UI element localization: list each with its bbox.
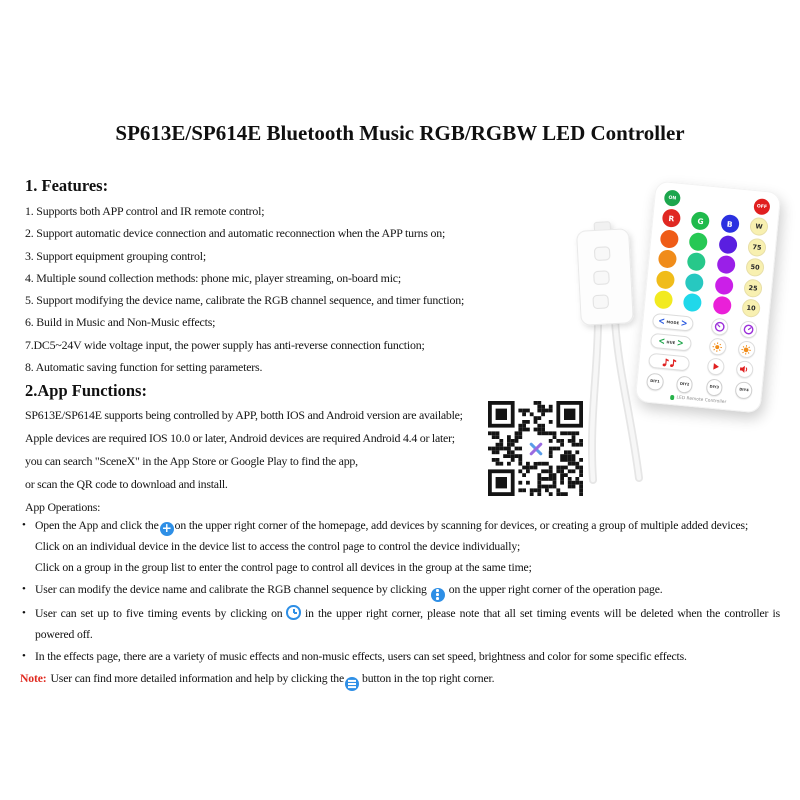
- play-icon: [706, 357, 725, 376]
- remote-color-button: B: [720, 214, 740, 234]
- app-functions-heading: 2.App Functions:: [25, 381, 147, 400]
- feature-item: 2. Support automatic device connection and automatic reconnection when the APP turns on;: [25, 226, 446, 241]
- plus-circle-icon: [160, 522, 174, 536]
- device-button: [593, 295, 609, 309]
- note-label: Note:: [20, 671, 47, 685]
- list-item-continuation: Click on a group in the group list to enter the control page to control all devices in the group at the same time;: [35, 561, 532, 574]
- remote-color-button: [656, 270, 676, 290]
- app-functions-paragraph: [25, 404, 485, 519]
- remote-color-button: 50: [745, 258, 765, 278]
- feature-item: 4. Multiple sound collection methods: phone mic, player streaming, on-board mic;: [25, 270, 401, 285]
- kebab-menu-icon: [431, 588, 445, 602]
- remote-color-button: 25: [743, 278, 763, 298]
- bullet-dot: [22, 579, 26, 600]
- remote-color-button: W: [749, 217, 769, 237]
- qr-code: [488, 401, 583, 496]
- chevron-left-icon: [658, 336, 666, 347]
- brand-icon: [670, 395, 675, 400]
- bullet-dot: [22, 515, 26, 536]
- note-line: [20, 668, 780, 691]
- chevron-left-icon: [658, 316, 666, 327]
- features-heading: 1. Features:: [25, 176, 109, 195]
- device-cables: [592, 320, 639, 480]
- feature-item: 8. Automatic saving function for setting parameters.: [25, 360, 263, 375]
- device-button: [594, 271, 610, 285]
- diy1-button: DIY1: [646, 373, 664, 391]
- remote-color-button: [683, 293, 703, 313]
- note-text: button in the top right corner.: [362, 671, 495, 685]
- feature-item: 5. Support modifying the device name, calibrate the RGB channel sequence, and timer function;: [25, 293, 465, 308]
- remote-controls: [648, 312, 759, 379]
- remote-color-button: [712, 296, 732, 316]
- menu-lines-icon: [345, 677, 359, 691]
- paragraph-line: or scan the QR code to download and install.: [25, 477, 228, 491]
- bullet-text: User can set up to five timing events by clicking on: [35, 606, 283, 620]
- remote-color-button: 10: [741, 298, 761, 318]
- features-list: [25, 200, 565, 378]
- feature-item: 3. Support equipment grouping control;: [25, 248, 206, 263]
- feature-item: 6. Build in Music and Non-Music effects;: [25, 315, 216, 330]
- speed-down-icon: [710, 317, 729, 336]
- paragraph-line: Apple devices are required IOS 10.0 or later, Android devices are required Android 4.4 or later;: [25, 431, 455, 445]
- remote-color-button: G: [691, 211, 711, 231]
- list-item: [20, 603, 780, 645]
- remote-color-button: [714, 275, 734, 295]
- bullet-dot: [22, 646, 26, 667]
- hue-button: < HUE >: [650, 332, 692, 351]
- remote-color-grid: [654, 208, 769, 318]
- list-item-continuation: Click on an individual device in the device list to access the control page to control the device individually;: [35, 540, 521, 553]
- remote-color-button: [685, 272, 705, 292]
- bullet-text: Open the App and click the: [35, 519, 159, 532]
- bullet-text: on the upper right corner of the operation page.: [448, 583, 663, 596]
- bullet-text: In the effects page, there are a variety of music effects and non-music effects, users can set speed, brightness and color for some specific effects.: [35, 649, 687, 663]
- brightness-up-icon: [737, 340, 756, 359]
- paragraph-line: SP613E/SP614E supports being controlled by APP, botth IOS and Android version are available;: [25, 408, 463, 422]
- paragraph-line: you can search "SceneX" in the App Store or Google Play to find the app,: [25, 454, 358, 468]
- diy3-button: DIY3: [705, 378, 723, 396]
- remote-color-button: [689, 232, 709, 252]
- feature-item: 1. Supports both APP control and IR remote control;: [25, 204, 265, 218]
- list-item: [20, 579, 780, 602]
- diy2-button: DIY2: [676, 375, 694, 393]
- remote-color-button: R: [662, 208, 682, 228]
- remote-color-button: [718, 234, 738, 254]
- brightness-down-icon: [708, 337, 727, 356]
- remote-color-button: 75: [747, 237, 767, 257]
- scenex-logo: [522, 435, 549, 462]
- chevron-right-icon: [676, 338, 684, 349]
- paragraph-line: App Operations:: [25, 500, 101, 514]
- remote-color-button: [654, 290, 674, 310]
- list-item: [20, 646, 780, 667]
- product-image: [545, 180, 800, 495]
- device-body: [576, 221, 633, 326]
- page-title: SP613E/SP614E Bluetooth Music RGB/RGBW LED Controller: [115, 121, 685, 145]
- remote-color-button: [658, 249, 678, 269]
- speed-up-icon: [739, 320, 758, 339]
- bullet-text: User can modify the device name and calibrate the RGB channel sequence by clicking: [35, 583, 427, 596]
- list-item: [20, 515, 780, 536]
- speaker-icon: [735, 360, 754, 379]
- note-text: User can find more detailed information and help by clicking the: [50, 671, 345, 685]
- remote-color-button: [660, 229, 680, 249]
- bullet-text: on the upper right corner of the homepage, add devices by scanning for devices, or creating a group of multiple added devices;: [174, 519, 749, 532]
- mode-button: < MODE >: [652, 313, 694, 332]
- device-button: [594, 247, 610, 261]
- bullet-dot: [22, 603, 26, 624]
- remote-color-button: [687, 252, 707, 272]
- remote-color-button: [716, 255, 736, 275]
- chevron-right-icon: [680, 318, 688, 329]
- bullet-text: in the upper right corner, please note that all set timing events will be deleted when the controller is powered off.: [35, 606, 780, 641]
- diy4-button: DIY4: [735, 381, 753, 399]
- app-operations-list: [20, 514, 780, 691]
- remote-off-button: OFF: [753, 198, 770, 215]
- alarm-clock-icon: [286, 605, 301, 620]
- remote-control-image: [635, 180, 782, 413]
- remote-footer-label: LED Remote Controller: [676, 395, 727, 406]
- feature-item: 7.DC5~24V wide voltage input, the power supply has anti-reverse connection function;: [25, 337, 425, 352]
- remote-on-button: ON: [664, 189, 681, 206]
- music-notes-icon: [648, 352, 690, 371]
